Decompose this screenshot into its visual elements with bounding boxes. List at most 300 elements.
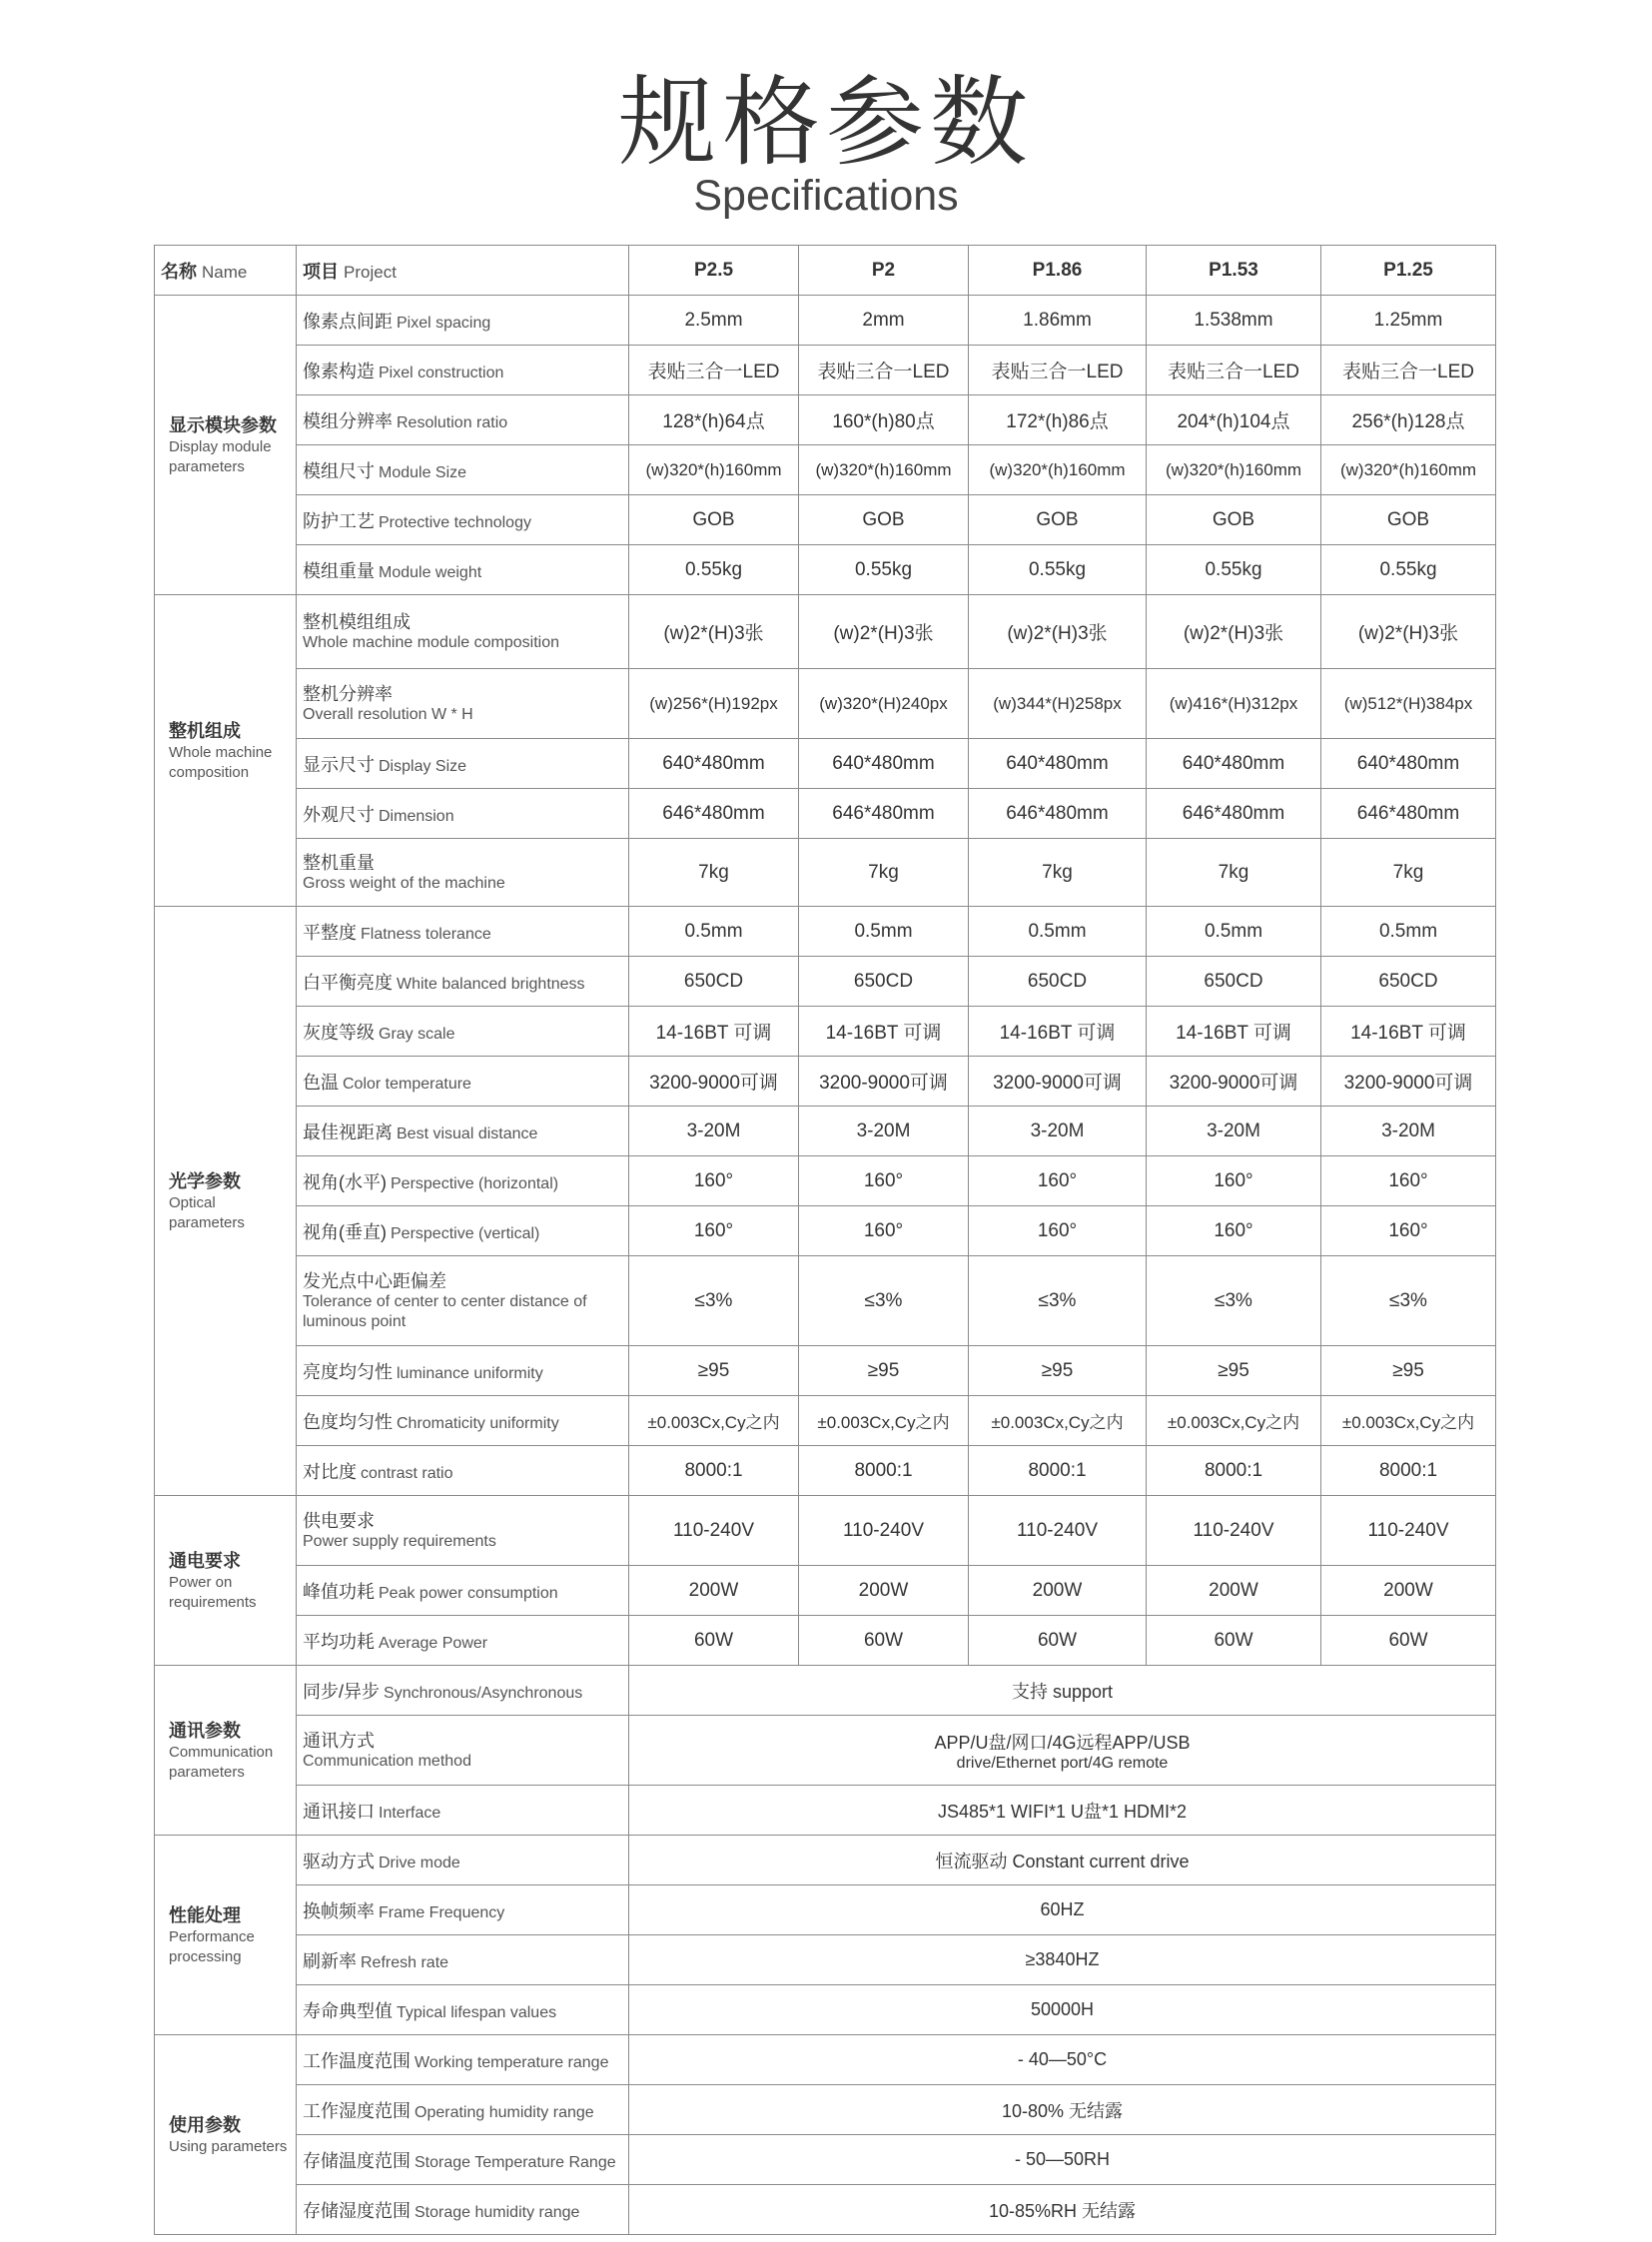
value-cell: (w)320*(H)240px (799, 669, 969, 739)
item-label: 存储温度范围 (303, 2150, 411, 2171)
table-row (155, 789, 1496, 839)
item-label: 像素点间距 (303, 311, 393, 332)
category-label: 光学参数 (169, 1170, 241, 1191)
value-cell: 3200-9000可调 (969, 1057, 1147, 1107)
item-label-en: Working temperature range (414, 2053, 609, 2071)
value-cell: ±0.003Cx,Cy之内 (629, 1396, 799, 1446)
item-cell (297, 545, 629, 595)
item-label-en: Peak power consumption (379, 1584, 558, 1602)
item-label: 工作温度范围 (303, 2050, 411, 2071)
item-label-en: White balanced brightness (397, 975, 585, 993)
item-label: 色温 (303, 1072, 339, 1093)
item-label-en: Gross weight of the machine (303, 874, 505, 892)
table-row (155, 1935, 1496, 1985)
merged-value: 支持 support (1011, 1681, 1114, 1702)
item-label-en: Module weight (379, 563, 482, 581)
value-cell-merged (629, 2035, 1496, 2085)
value-cell: 7kg (799, 839, 969, 907)
item-cell (297, 1107, 629, 1156)
value-cell: (w)320*(h)160mm (799, 445, 969, 495)
value-cell: 650CD (969, 957, 1147, 1007)
item-cell (297, 1156, 629, 1206)
item-label: 工作湿度范围 (303, 2100, 411, 2121)
item-label: 发光点中心距偏差 (303, 1270, 446, 1291)
item-label: 存储湿度范围 (303, 2200, 411, 2221)
item-label-en: Overall resolution W * H (303, 705, 473, 723)
value-cell: (w)256*(H)192px (629, 669, 799, 739)
value-cell: 3-20M (629, 1107, 799, 1156)
value-cell: 8000:1 (629, 1446, 799, 1496)
table-row (155, 839, 1496, 907)
item-label: 通讯方式 (303, 1730, 375, 1751)
category-cell (155, 2035, 297, 2235)
value-cell: 160° (629, 1206, 799, 1256)
value-cell: ≤3% (629, 1256, 799, 1346)
value-cell: (w)2*(H)3张 (1321, 595, 1496, 669)
item-label: 平均功耗 (303, 1631, 375, 1652)
table-row (155, 1107, 1496, 1156)
value-cell: 204*(h)104点 (1147, 395, 1321, 445)
category-label-en: Optical parameters (169, 1193, 245, 1231)
header-model: P1.86 (969, 246, 1147, 296)
value-cell: 646*480mm (629, 789, 799, 839)
page-subtitle: Specifications (693, 172, 959, 220)
item-label: 模组分辨率 (303, 410, 393, 431)
category-cell (155, 1836, 297, 2035)
value-cell: ≥95 (1147, 1346, 1321, 1396)
item-label: 刷新率 (303, 1950, 357, 1971)
value-cell: 200W (629, 1566, 799, 1616)
item-label: 外观尺寸 (303, 804, 375, 825)
value-cell: 2mm (799, 296, 969, 346)
header-model: P1.25 (1321, 246, 1496, 296)
value-cell: ≤3% (1147, 1256, 1321, 1346)
item-label-en: Dimension (379, 807, 454, 825)
category-label: 性能处理 (169, 1904, 241, 1925)
value-cell: ≥95 (969, 1346, 1147, 1396)
item-label: 对比度 (303, 1461, 357, 1482)
value-cell: ±0.003Cx,Cy之内 (1321, 1396, 1496, 1446)
value-cell: 0.55kg (1147, 545, 1321, 595)
merged-value: 10-80% 无结露 (1001, 2100, 1124, 2121)
value-cell: 110-240V (1147, 1496, 1321, 1566)
value-cell: 200W (1321, 1566, 1496, 1616)
item-label-en: Pixel construction (379, 364, 504, 381)
value-cell: (w)2*(H)3张 (1147, 595, 1321, 669)
value-cell: ≤3% (1321, 1256, 1496, 1346)
item-label: 同步/异步 (303, 1681, 381, 1702)
item-label-en: Synchronous/Asynchronous (384, 1684, 583, 1702)
value-cell-merged (629, 1885, 1496, 1935)
value-cell: 3-20M (969, 1107, 1147, 1156)
value-cell: 160° (969, 1156, 1147, 1206)
item-label-en: Frame Frequency (379, 1903, 505, 1921)
value-cell: 3-20M (1147, 1107, 1321, 1156)
item-label: 模组尺寸 (303, 460, 375, 481)
merged-value: JS485*1 WIFI*1 U盘*1 HDMI*2 (937, 1801, 1188, 1822)
table-row (155, 1446, 1496, 1496)
value-cell: ≤3% (969, 1256, 1147, 1346)
category-label: 显示模块参数 (169, 414, 277, 435)
header-row (155, 246, 1496, 296)
item-label-en: Typical lifespan values (397, 2003, 557, 2021)
item-cell (297, 1836, 629, 1885)
value-cell: 8000:1 (1321, 1446, 1496, 1496)
item-label-en: Storage Temperature Range (414, 2153, 616, 2171)
item-cell (297, 739, 629, 789)
category-cell (155, 1496, 297, 1666)
value-cell: 0.55kg (799, 545, 969, 595)
item-label: 寿命典型值 (303, 2000, 393, 2021)
item-cell (297, 395, 629, 445)
item-cell (297, 1346, 629, 1396)
value-cell: 3200-9000可调 (799, 1057, 969, 1107)
value-cell-merged (629, 1666, 1496, 1716)
item-label-en: Pixel spacing (397, 314, 491, 332)
table-row (155, 1666, 1496, 1716)
table-row (155, 1985, 1496, 2035)
value-cell: (w)344*(H)258px (969, 669, 1147, 739)
item-cell (297, 495, 629, 545)
item-cell (297, 1786, 629, 1836)
value-cell: 640*480mm (799, 739, 969, 789)
item-cell (297, 1985, 629, 2035)
value-cell: 14-16BT 可调 (1321, 1007, 1496, 1057)
merged-value: 60HZ (1040, 1899, 1085, 1919)
item-cell (297, 957, 629, 1007)
value-cell: 0.5mm (799, 907, 969, 957)
merged-value: 10-85%RH 无结露 (988, 2200, 1137, 2221)
item-cell (297, 1716, 629, 1786)
item-cell (297, 1446, 629, 1496)
value-cell: 14-16BT 可调 (969, 1007, 1147, 1057)
value-cell: 200W (799, 1566, 969, 1616)
table-row (155, 2085, 1496, 2135)
item-cell (297, 2185, 629, 2235)
item-label: 供电要求 (303, 1510, 375, 1531)
table-row (155, 1786, 1496, 1836)
item-label-en: Perspective (vertical) (391, 1224, 540, 1242)
item-label-en: contrast ratio (361, 1464, 453, 1482)
item-label-en: Power supply requirements (303, 1532, 496, 1550)
specifications-body (155, 296, 1496, 2235)
item-label-en: Flatness tolerance (361, 925, 491, 943)
value-cell: 1.538mm (1147, 296, 1321, 346)
item-label-en: Color temperature (343, 1075, 471, 1093)
value-cell: 60W (969, 1616, 1147, 1666)
value-cell: 3-20M (1321, 1107, 1496, 1156)
value-cell: 160° (1147, 1206, 1321, 1256)
value-cell: 60W (629, 1616, 799, 1666)
value-cell: 160° (969, 1206, 1147, 1256)
item-label: 白平衡亮度 (303, 972, 393, 993)
value-cell: 640*480mm (1147, 739, 1321, 789)
value-cell: 7kg (629, 839, 799, 907)
value-cell: ≤3% (799, 1256, 969, 1346)
value-cell: 160° (799, 1156, 969, 1206)
item-label-en: Protective technology (379, 513, 531, 531)
header-model: P2.5 (629, 246, 799, 296)
value-cell: 8000:1 (1147, 1446, 1321, 1496)
item-label-en: Storage humidity range (414, 2203, 580, 2221)
item-label-en: Resolution ratio (397, 413, 508, 431)
merged-value: 50000H (1030, 1999, 1095, 2019)
value-cell: 3200-9000可调 (1321, 1057, 1496, 1107)
item-label: 视角(水平) (303, 1171, 387, 1192)
item-cell (297, 2035, 629, 2085)
value-cell: 160° (1147, 1156, 1321, 1206)
item-cell (297, 1007, 629, 1057)
item-cell (297, 1396, 629, 1446)
item-label-en: Chromaticity uniformity (397, 1414, 559, 1432)
value-cell: 640*480mm (629, 739, 799, 789)
item-label: 平整度 (303, 922, 357, 943)
value-cell: 1.25mm (1321, 296, 1496, 346)
item-cell (297, 1057, 629, 1107)
value-cell: 650CD (629, 957, 799, 1007)
value-cell: 0.5mm (1147, 907, 1321, 957)
table-row (155, 957, 1496, 1007)
merged-value: APP/U盘/网口/4G远程APP/USB (934, 1732, 1191, 1753)
value-cell: ≥95 (799, 1346, 969, 1396)
value-cell: ±0.003Cx,Cy之内 (969, 1396, 1147, 1446)
value-cell: 110-240V (799, 1496, 969, 1566)
table-row (155, 346, 1496, 395)
category-label: 使用参数 (169, 2114, 241, 2135)
value-cell: 200W (969, 1566, 1147, 1616)
table-row (155, 1256, 1496, 1346)
item-label-en: Perspective (horizontal) (391, 1174, 559, 1192)
item-label-en: Whole machine module composition (303, 633, 560, 651)
value-cell: (w)320*(h)160mm (969, 445, 1147, 495)
header-model: P2 (799, 246, 969, 296)
item-label-en: Drive mode (379, 1854, 460, 1871)
value-cell: (w)2*(H)3张 (629, 595, 799, 669)
value-cell: 60W (799, 1616, 969, 1666)
item-label: 视角(垂直) (303, 1221, 387, 1242)
table-row (155, 739, 1496, 789)
item-label: 驱动方式 (303, 1851, 375, 1871)
value-cell: 表贴三合一LED (629, 346, 799, 395)
item-cell (297, 669, 629, 739)
item-cell (297, 1256, 629, 1346)
value-cell-merged (629, 2135, 1496, 2185)
category-cell (155, 595, 297, 907)
table-row (155, 1885, 1496, 1935)
value-cell: (w)2*(H)3张 (799, 595, 969, 669)
table-row (155, 1496, 1496, 1566)
item-label: 亮度均匀性 (303, 1361, 393, 1382)
value-cell: 14-16BT 可调 (629, 1007, 799, 1057)
category-label-en: Whole machine composition (169, 743, 273, 781)
item-label-en: Display Size (379, 757, 467, 775)
value-cell: 8000:1 (799, 1446, 969, 1496)
category-cell (155, 1666, 297, 1836)
item-label-en: Gray scale (379, 1025, 455, 1043)
item-label: 色度均匀性 (303, 1411, 393, 1432)
value-cell: 0.5mm (969, 907, 1147, 957)
value-cell: 0.5mm (629, 907, 799, 957)
value-cell: 650CD (1147, 957, 1321, 1007)
item-cell (297, 839, 629, 907)
item-label-en: Average Power (379, 1634, 488, 1652)
value-cell: GOB (1321, 495, 1496, 545)
value-cell: 表贴三合一LED (799, 346, 969, 395)
merged-value: ≥3840HZ (1025, 1949, 1100, 1969)
table-row (155, 1616, 1496, 1666)
value-cell: GOB (1147, 495, 1321, 545)
value-cell: 128*(h)64点 (629, 395, 799, 445)
value-cell: 172*(h)86点 (969, 395, 1147, 445)
value-cell: 160*(h)80点 (799, 395, 969, 445)
value-cell: 160° (629, 1156, 799, 1206)
table-row (155, 595, 1496, 669)
item-label-en: Module Size (379, 463, 467, 481)
value-cell-merged (629, 2185, 1496, 2235)
table-row (155, 907, 1496, 957)
item-cell (297, 2085, 629, 2135)
table-row (155, 1007, 1496, 1057)
table-row (155, 296, 1496, 346)
table-row (155, 1396, 1496, 1446)
value-cell: 表贴三合一LED (1321, 346, 1496, 395)
header-name: 名称 Name (155, 246, 297, 296)
category-label-en: Performance processing (169, 1927, 255, 1965)
item-cell (297, 296, 629, 346)
header-project: 项目 Project (297, 246, 629, 296)
item-cell (297, 1935, 629, 1985)
item-label-en: Refresh rate (361, 1953, 449, 1971)
value-cell: 0.5mm (1321, 907, 1496, 957)
value-cell: 7kg (1321, 839, 1496, 907)
value-cell-merged (629, 1985, 1496, 2035)
value-cell: 表贴三合一LED (969, 346, 1147, 395)
item-label-en: luminance uniformity (397, 1364, 543, 1382)
value-cell: 2.5mm (629, 296, 799, 346)
table-row (155, 1716, 1496, 1786)
table-row (155, 1836, 1496, 1885)
category-label-en: Communication parameters (169, 1743, 274, 1781)
value-cell: ≥95 (629, 1346, 799, 1396)
value-cell: 7kg (1147, 839, 1321, 907)
merged-value: - 50—50RH (1014, 2149, 1111, 2169)
value-cell: 646*480mm (1321, 789, 1496, 839)
value-cell: 110-240V (969, 1496, 1147, 1566)
item-cell (297, 789, 629, 839)
value-cell: 646*480mm (969, 789, 1147, 839)
item-label-en: Best visual distance (397, 1124, 538, 1142)
value-cell: 640*480mm (1321, 739, 1496, 789)
value-cell: 8000:1 (969, 1446, 1147, 1496)
category-cell (155, 907, 297, 1496)
item-cell (297, 907, 629, 957)
category-label: 整机组成 (169, 720, 241, 741)
value-cell: (w)320*(h)160mm (1321, 445, 1496, 495)
item-cell (297, 1206, 629, 1256)
item-label: 整机模组组成 (303, 611, 411, 632)
value-cell: 646*480mm (1147, 789, 1321, 839)
value-cell: (w)320*(h)160mm (629, 445, 799, 495)
value-cell: 3200-9000可调 (1147, 1057, 1321, 1107)
value-cell: 646*480mm (799, 789, 969, 839)
value-cell: 0.55kg (1321, 545, 1496, 595)
value-cell: 14-16BT 可调 (1147, 1007, 1321, 1057)
category-cell (155, 296, 297, 595)
table-row (155, 395, 1496, 445)
table-row (155, 1566, 1496, 1616)
table-row (155, 2185, 1496, 2235)
table-row (155, 1206, 1496, 1256)
item-label: 最佳视距离 (303, 1121, 393, 1142)
value-cell: 1.86mm (969, 296, 1147, 346)
value-cell-merged (629, 1935, 1496, 1985)
merged-value: 恒流驱动 Constant current drive (935, 1851, 1190, 1871)
category-label: 通电要求 (169, 1550, 241, 1571)
value-cell: 200W (1147, 1566, 1321, 1616)
item-cell (297, 445, 629, 495)
value-cell: 160° (1321, 1156, 1496, 1206)
value-cell: 3-20M (799, 1107, 969, 1156)
value-cell: GOB (969, 495, 1147, 545)
value-cell: 160° (1321, 1206, 1496, 1256)
value-cell: (w)2*(H)3张 (969, 595, 1147, 669)
item-label-en: Interface (379, 1804, 441, 1822)
value-cell: (w)320*(h)160mm (1147, 445, 1321, 495)
item-label-en: Operating humidity range (414, 2103, 594, 2121)
item-label-en: Tolerance of center to center distance of luminous point (303, 1292, 587, 1330)
value-cell: 60W (1147, 1616, 1321, 1666)
value-cell: ±0.003Cx,Cy之内 (1147, 1396, 1321, 1446)
item-cell (297, 1566, 629, 1616)
item-label: 通讯接口 (303, 1801, 375, 1822)
item-label: 模组重量 (303, 560, 375, 581)
category-label-en: Using parameters (169, 2137, 288, 2155)
category-label-en: Power on requirements (169, 1573, 257, 1611)
table-row (155, 445, 1496, 495)
value-cell: (w)416*(H)312px (1147, 669, 1321, 739)
table-row (155, 2135, 1496, 2185)
item-label: 换帧频率 (303, 1900, 375, 1921)
item-cell (297, 1885, 629, 1935)
value-cell: 14-16BT 可调 (799, 1007, 969, 1057)
item-label: 峰值功耗 (303, 1581, 375, 1602)
value-cell-merged (629, 1716, 1496, 1786)
value-cell: 0.55kg (969, 545, 1147, 595)
category-label-en: Display module parameters (169, 437, 272, 475)
item-label: 像素构造 (303, 361, 375, 381)
item-label: 灰度等级 (303, 1022, 375, 1043)
item-label: 整机重量 (303, 852, 375, 873)
table-row (155, 545, 1496, 595)
value-cell: GOB (799, 495, 969, 545)
header-model: P1.53 (1147, 246, 1321, 296)
table-row (155, 495, 1496, 545)
table-row (155, 2035, 1496, 2085)
value-cell: 110-240V (629, 1496, 799, 1566)
item-cell (297, 1616, 629, 1666)
table-row (155, 669, 1496, 739)
specifications-table (154, 245, 1496, 2235)
value-cell: 640*480mm (969, 739, 1147, 789)
category-label: 通讯参数 (169, 1720, 241, 1741)
table-row (155, 1346, 1496, 1396)
item-cell (297, 1666, 629, 1716)
value-cell-merged (629, 1786, 1496, 1836)
merged-value-line2: drive/Ethernet port/4G remote (956, 1754, 1169, 1772)
item-label-en: Communication method (303, 1752, 471, 1770)
value-cell: 650CD (799, 957, 969, 1007)
value-cell: 256*(h)128点 (1321, 395, 1496, 445)
